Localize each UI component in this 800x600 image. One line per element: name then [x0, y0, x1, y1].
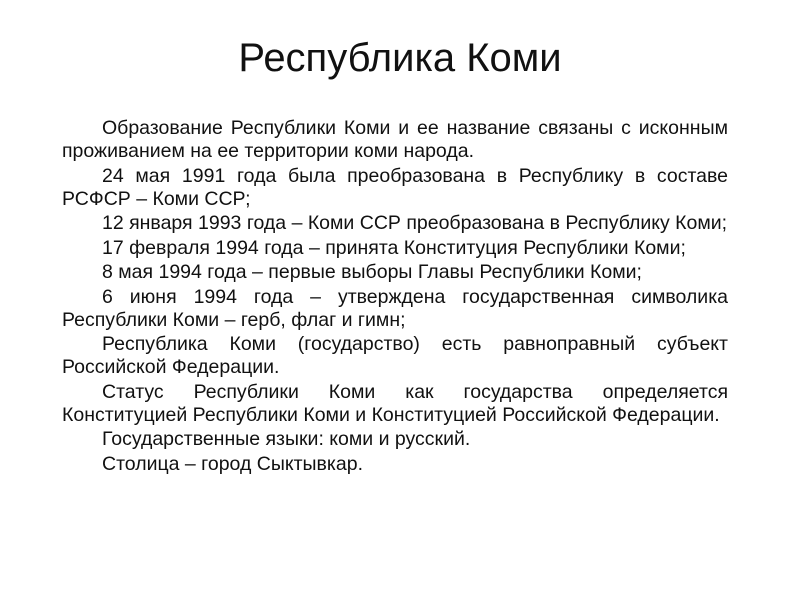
paragraph-languages: Государственные языки: коми и русский. [102, 428, 471, 450]
paragraph-status: Статус Республики Коми как государства определяется Конституцией Республики Коми и Конституцией Российской Федерации. [62, 380, 728, 426]
paragraph-elections-1994: 8 мая 1994 года – первые выборы Главы Республики Коми; [102, 261, 642, 283]
slide-title: Республика Коми [238, 36, 562, 80]
paragraph-constitution-1994: 17 февраля 1994 года – принята Конституция Республики Коми; [102, 236, 686, 259]
slide-body [62, 117, 728, 477]
paragraph-1991: 24 мая 1991 года была преобразована в Республику в составе РСФСР – Коми ССР; [62, 164, 728, 210]
paragraph-1993: 12 января 1993 года – Коми ССР преобразована в Республику Коми; [102, 212, 728, 234]
paragraph-subject: Республика Коми (государство) есть равноправный субъект Российской Федерации. [62, 333, 728, 378]
paragraph-symbols-1994: 6 июня 1994 года – утверждена государственная символика Республики Коми – герб, флаг и гимн; [62, 285, 728, 331]
paragraph-capital: Столица – город Сыктывкар. [102, 452, 363, 475]
paragraph-formation: Образование Республики Коми и ее название связаны с исконным проживанием на ее территории коми народа. [62, 117, 728, 162]
